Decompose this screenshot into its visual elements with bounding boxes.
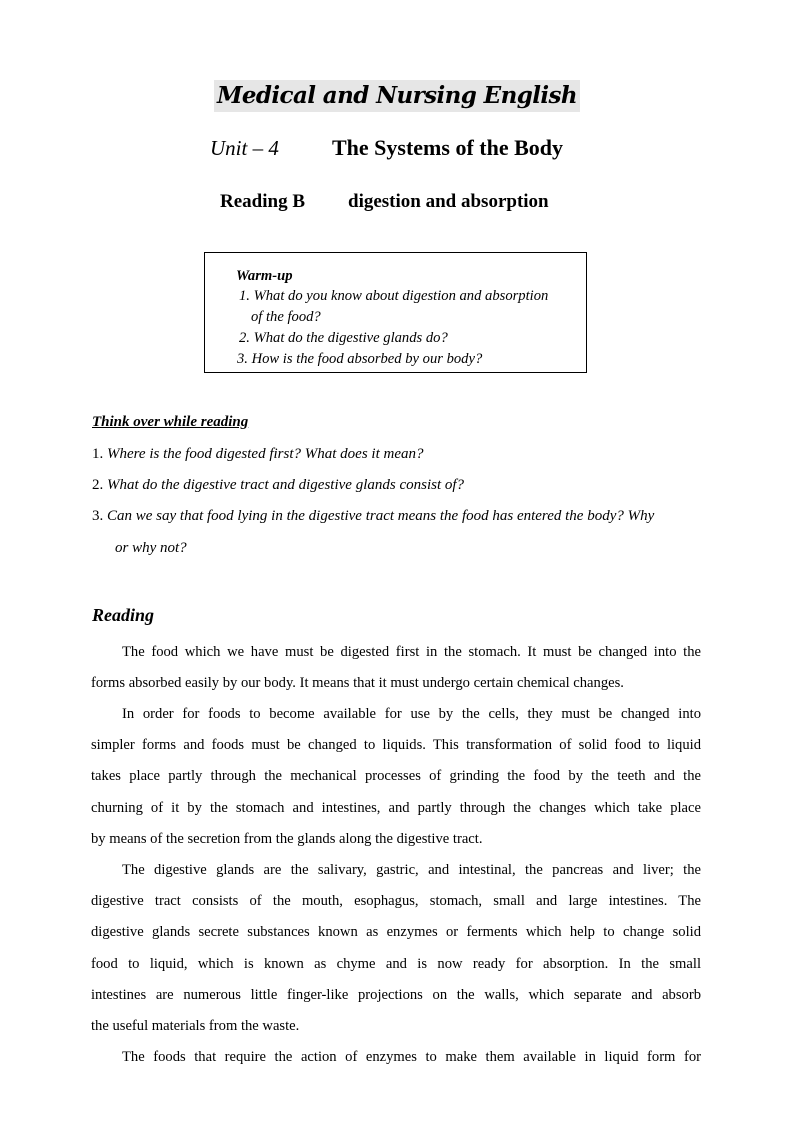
unit-title: The Systems of the Body [332, 135, 564, 160]
paragraph-line: digestive glands secrete substances known as enzymes or ferments which help to change solid [91, 924, 701, 940]
question-text: Where is the food digested first? What does it mean? [107, 446, 424, 462]
reading-heading [220, 190, 549, 214]
question-number: 1. [92, 446, 104, 462]
reading-section-title: Reading [92, 605, 155, 625]
think-question [92, 506, 654, 526]
warmup-box [204, 252, 587, 373]
paragraph-line: The foods that require the action of enzymes to make them available in liquid form for [122, 1049, 701, 1065]
paragraph-line: intestines are numerous little finger-like projections on the walls, which separate and absorb [91, 987, 701, 1003]
reading-topic: digestion and absorption [348, 191, 549, 212]
paragraph-line: the useful materials from the waste. [91, 1018, 300, 1034]
unit-label: Unit – 4 [210, 136, 279, 160]
think-over-heading: Think over while reading [92, 414, 249, 430]
paragraph-line: The food which we have must be digested first in the stomach. It must be changed into the [122, 644, 701, 660]
paragraph-line: churning of it by the stomach and intestines, and partly through the changes which take place [91, 800, 701, 816]
paragraph-line: In order for foods to become available for use by the cells, they must be changed into [122, 706, 701, 722]
think-question-continuation: or why not? [115, 540, 187, 556]
warmup-line: of the food? [251, 309, 321, 325]
question-number: 3. [92, 508, 104, 524]
think-question [92, 444, 424, 464]
warmup-title: Warm-up [236, 268, 293, 284]
paragraph-line: forms absorbed easily by our body. It means that it must undergo certain chemical changes. [91, 675, 624, 691]
question-number: 2. [92, 477, 104, 493]
warmup-line: 2. What do the digestive glands do? [239, 330, 448, 346]
document-title-text: Medical and Nursing English [214, 80, 580, 112]
paragraph-line: takes place partly through the mechanical processes of grinding the food by the teeth and the [91, 768, 701, 784]
think-question [92, 475, 464, 495]
paragraph-line: food to liquid, which is known as chyme and is now ready for absorption. In the small [91, 956, 701, 972]
warmup-line: 1. What do you know about digestion and absorption [239, 288, 549, 304]
question-text: Can we say that food lying in the digestive tract means the food has entered the body? Why [107, 508, 655, 524]
paragraph-line: by means of the secretion from the glands along the digestive tract. [91, 831, 483, 847]
paragraph-line: The digestive glands are the salivary, gastric, and intestinal, the pancreas and liver; the [122, 862, 701, 878]
unit-heading [210, 134, 563, 165]
warmup-line: 3. How is the food absorbed by our body? [237, 351, 483, 367]
paragraph-line: simpler forms and foods must be changed to liquids. This transformation of solid food to liquid [91, 737, 701, 753]
reading-label: Reading B [220, 191, 305, 212]
paragraph-line: digestive tract consists of the mouth, esophagus, stomach, small and large intestines. The [91, 893, 701, 909]
question-text: What do the digestive tract and digestive glands consist of? [107, 477, 465, 493]
document-title [0, 80, 794, 112]
